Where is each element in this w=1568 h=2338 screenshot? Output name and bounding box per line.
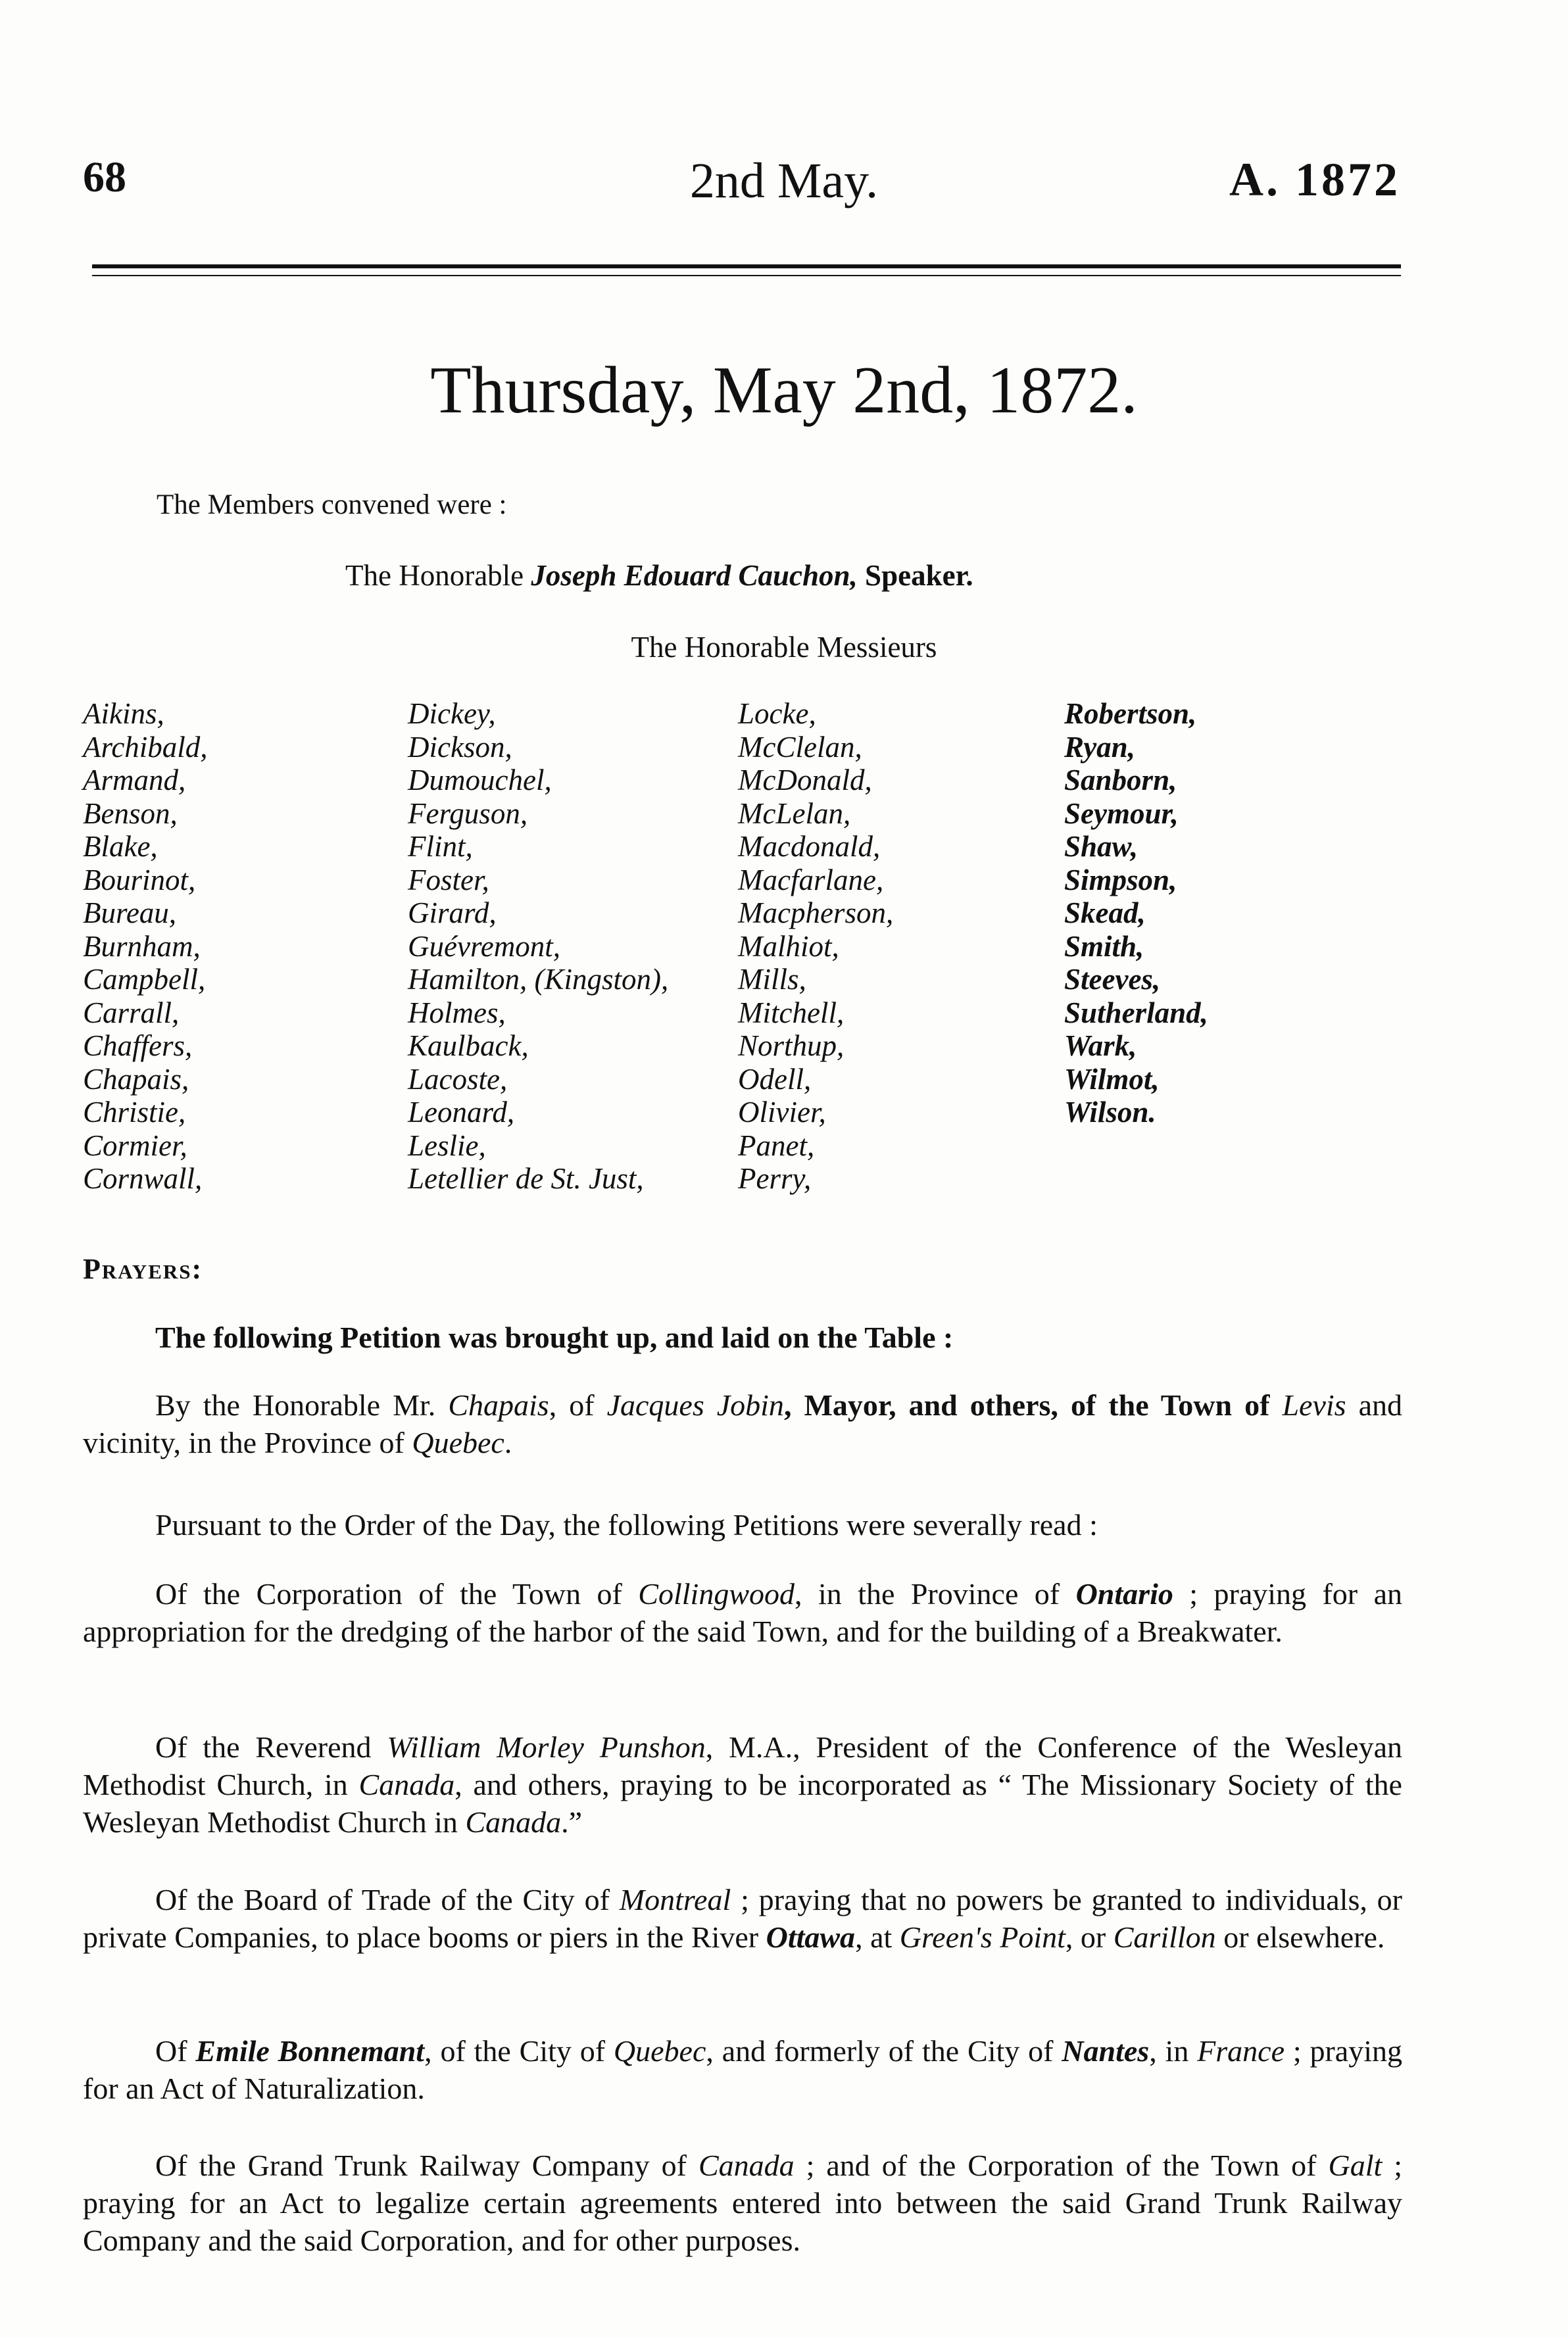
text-run: , or [1065,1920,1114,1954]
prayers-heading: Prayers: [83,1253,203,1285]
members-column-1 [83,697,208,1196]
petition-grand-trunk [83,2147,1402,2259]
petition-bonnemant [83,2032,1402,2107]
member-name: Shaw, [1064,830,1139,863]
member-name: Macfarlane, [738,863,884,896]
text-run: Of [155,2034,196,2068]
text-run: ; praying for an Act of Naturalization. [83,2034,1403,2105]
petition-intro: The following Petition was brought up, and laid on the Table : [155,1321,954,1354]
text-run: .” [561,1805,583,1839]
header-rule-thin [92,275,1401,276]
name-run: Collingwood [638,1577,795,1611]
member-name: Bureau, [83,896,177,929]
member-name: Robertson, [1064,697,1197,730]
member-name: Ferguson, [408,796,528,830]
member-name: Seymour, [1064,796,1179,830]
member-name: Flint, [408,830,473,863]
name-run: Jacques Jobin [606,1388,784,1422]
member-name: Mills, [738,963,806,996]
text-run: ; praying that no powers be granted to individuals, or private Companies, to place booms or piers in the River [83,1883,1402,1954]
name-run: Ottawa [766,1920,856,1954]
petition-chapais [83,1386,1402,1461]
text-run: Of the Board of Trade of the City of [155,1883,620,1916]
member-name: Sutherland, [1064,996,1208,1029]
member-name: Simpson, [1064,863,1177,896]
member-name: Girard, [408,896,497,929]
name-run: Montreal [619,1883,731,1916]
member-name: Macpherson, [738,896,894,929]
member-name: Blake, [83,830,158,863]
member-name: Macdonald, [738,830,881,863]
member-name: Mitchell, [738,996,845,1029]
member-name: Northup, [738,1029,845,1062]
member-name: Malhiot, [738,929,839,963]
running-header-year: A. 1872 [1229,153,1400,206]
member-name: Guévremont, [408,929,561,963]
member-name: Perry, [738,1162,812,1195]
text-run: , in the Province of [795,1577,1076,1611]
member-name: Archibald, [83,730,208,764]
member-name: Dickson, [408,730,512,764]
speaker-line [345,556,973,595]
member-name: Kaulback, [408,1029,529,1062]
text-run: Of the Corporation of the Town of [155,1577,639,1611]
speaker-role: Speaker. [865,559,973,592]
member-name: Ryan, [1064,730,1135,764]
member-name: Christie, [83,1096,186,1129]
speaker-prefix: The Honorable [345,559,524,592]
name-run: Galt [1328,2149,1383,2182]
text-run: , at [855,1920,900,1954]
members-column-3 [738,697,893,1196]
text-run: , M.A., President of the Conference of the Wesleyan Methodist Church, in [83,1730,1402,1801]
name-run: Chapais [448,1388,549,1422]
name-run: Canada [465,1805,562,1839]
member-name: Benson, [83,796,178,830]
members-intro: The Members convened were : [157,489,507,520]
text-run: , Mayor, and others, of the Town of [783,1388,1283,1422]
text-run: and vicinity, in the Province of [83,1388,1402,1459]
text-run: ; praying for an Act to legalize certain agreements entered into between the said Grand Trunk Railway Company and the said Corporation, and for other purposes. [83,2149,1403,2257]
text-run: , and others, praying to be incorporated as “ The Missionary Society of the Wesleyan Methodist Church in [83,1768,1402,1839]
member-name: Holmes, [408,996,506,1029]
name-run: Emile Bonnemant [195,2034,425,2068]
name-run: Canada [698,2149,795,2182]
text-run: By the Honorable Mr. [155,1388,449,1422]
member-name: Burnham, [83,929,201,963]
member-name: Lacoste, [408,1062,508,1096]
member-name: Sanborn, [1064,764,1177,796]
member-name: Armand, [83,764,186,796]
member-name: Carrall, [83,996,180,1029]
member-name: Aikins, [83,697,164,730]
name-run: Ontario [1075,1577,1173,1611]
member-name: Leslie, [408,1129,486,1162]
member-name: Wilmot, [1064,1062,1160,1096]
name-run: Carillon [1113,1920,1216,1954]
petition-montreal [83,1881,1402,1956]
member-name: Wilson. [1064,1096,1156,1129]
member-name: McClelan, [738,730,862,764]
text-run: Of the Reverend [155,1730,387,1764]
name-run: Nantes [1062,2034,1150,2068]
member-name: Leonard, [408,1096,515,1129]
text-run: , and formerly of the City of [706,2034,1062,2068]
text-run: ; praying for an appropriation for the dredging of the harbor of the said Town, and for the building of a Breakwater. [83,1577,1402,1648]
member-name: Hamilton, (Kingston), [408,963,669,996]
name-run: Quebec [412,1426,504,1459]
member-name: Cornwall, [83,1162,203,1195]
member-name: Chaffers, [83,1029,193,1062]
order-of-day: Pursuant to the Order of the Day, the following Petitions were severally read : [155,1508,1098,1542]
member-name: Panet, [738,1129,815,1162]
name-run: Levis [1282,1388,1346,1422]
running-header-date: 2nd May. [689,153,879,208]
text-run: or elsewhere. [1215,1920,1385,1954]
member-name: Letellier de St. Just, [408,1162,644,1195]
member-name: Skead, [1064,896,1146,929]
name-run: Canada [358,1768,455,1801]
member-name: Dumouchel, [408,764,552,796]
member-name: Odell, [738,1062,812,1096]
text-run: Of the Grand Trunk Railway Company of [155,2149,698,2182]
page-title: Thursday, May 2nd, 1872. [430,353,1138,427]
name-run: Quebec [613,2034,706,2068]
member-name: Dickey, [408,697,496,730]
member-name: Smith, [1064,929,1144,963]
members-column-4 [1064,697,1208,1129]
petition-collingwood [83,1575,1402,1650]
member-name: McDonald, [738,764,872,796]
name-run: William Morley Punshon [387,1730,706,1764]
text-run: ; and of the Corporation of the Town of [794,2149,1329,2182]
petition-punshon [83,1728,1402,1841]
header-rule-thick [92,264,1401,268]
member-name: Wark, [1064,1029,1137,1062]
member-name: Chapais, [83,1062,189,1096]
member-name: Foster, [408,863,489,896]
member-name: Campbell, [83,963,206,996]
text-run: . [504,1426,512,1459]
member-name: Steeves, [1064,963,1161,996]
name-run: France [1197,2034,1285,2068]
name-run: Green's Point [899,1920,1066,1954]
members-column-2 [408,697,668,1196]
messieurs-heading: The Honorable Messieurs [631,631,937,664]
text-run: , of the City of [424,2034,614,2068]
text-run: , of [549,1388,607,1422]
text-run: , in [1149,2034,1198,2068]
member-name: Olivier, [738,1096,826,1129]
member-name: Bourinot, [83,863,196,896]
member-name: McLelan, [738,796,851,830]
member-name: Cormier, [83,1129,187,1162]
speaker-name: Joseph Edouard Cauchon, [531,559,858,592]
member-name: Locke, [738,697,816,730]
page-number: 68 [83,153,126,201]
